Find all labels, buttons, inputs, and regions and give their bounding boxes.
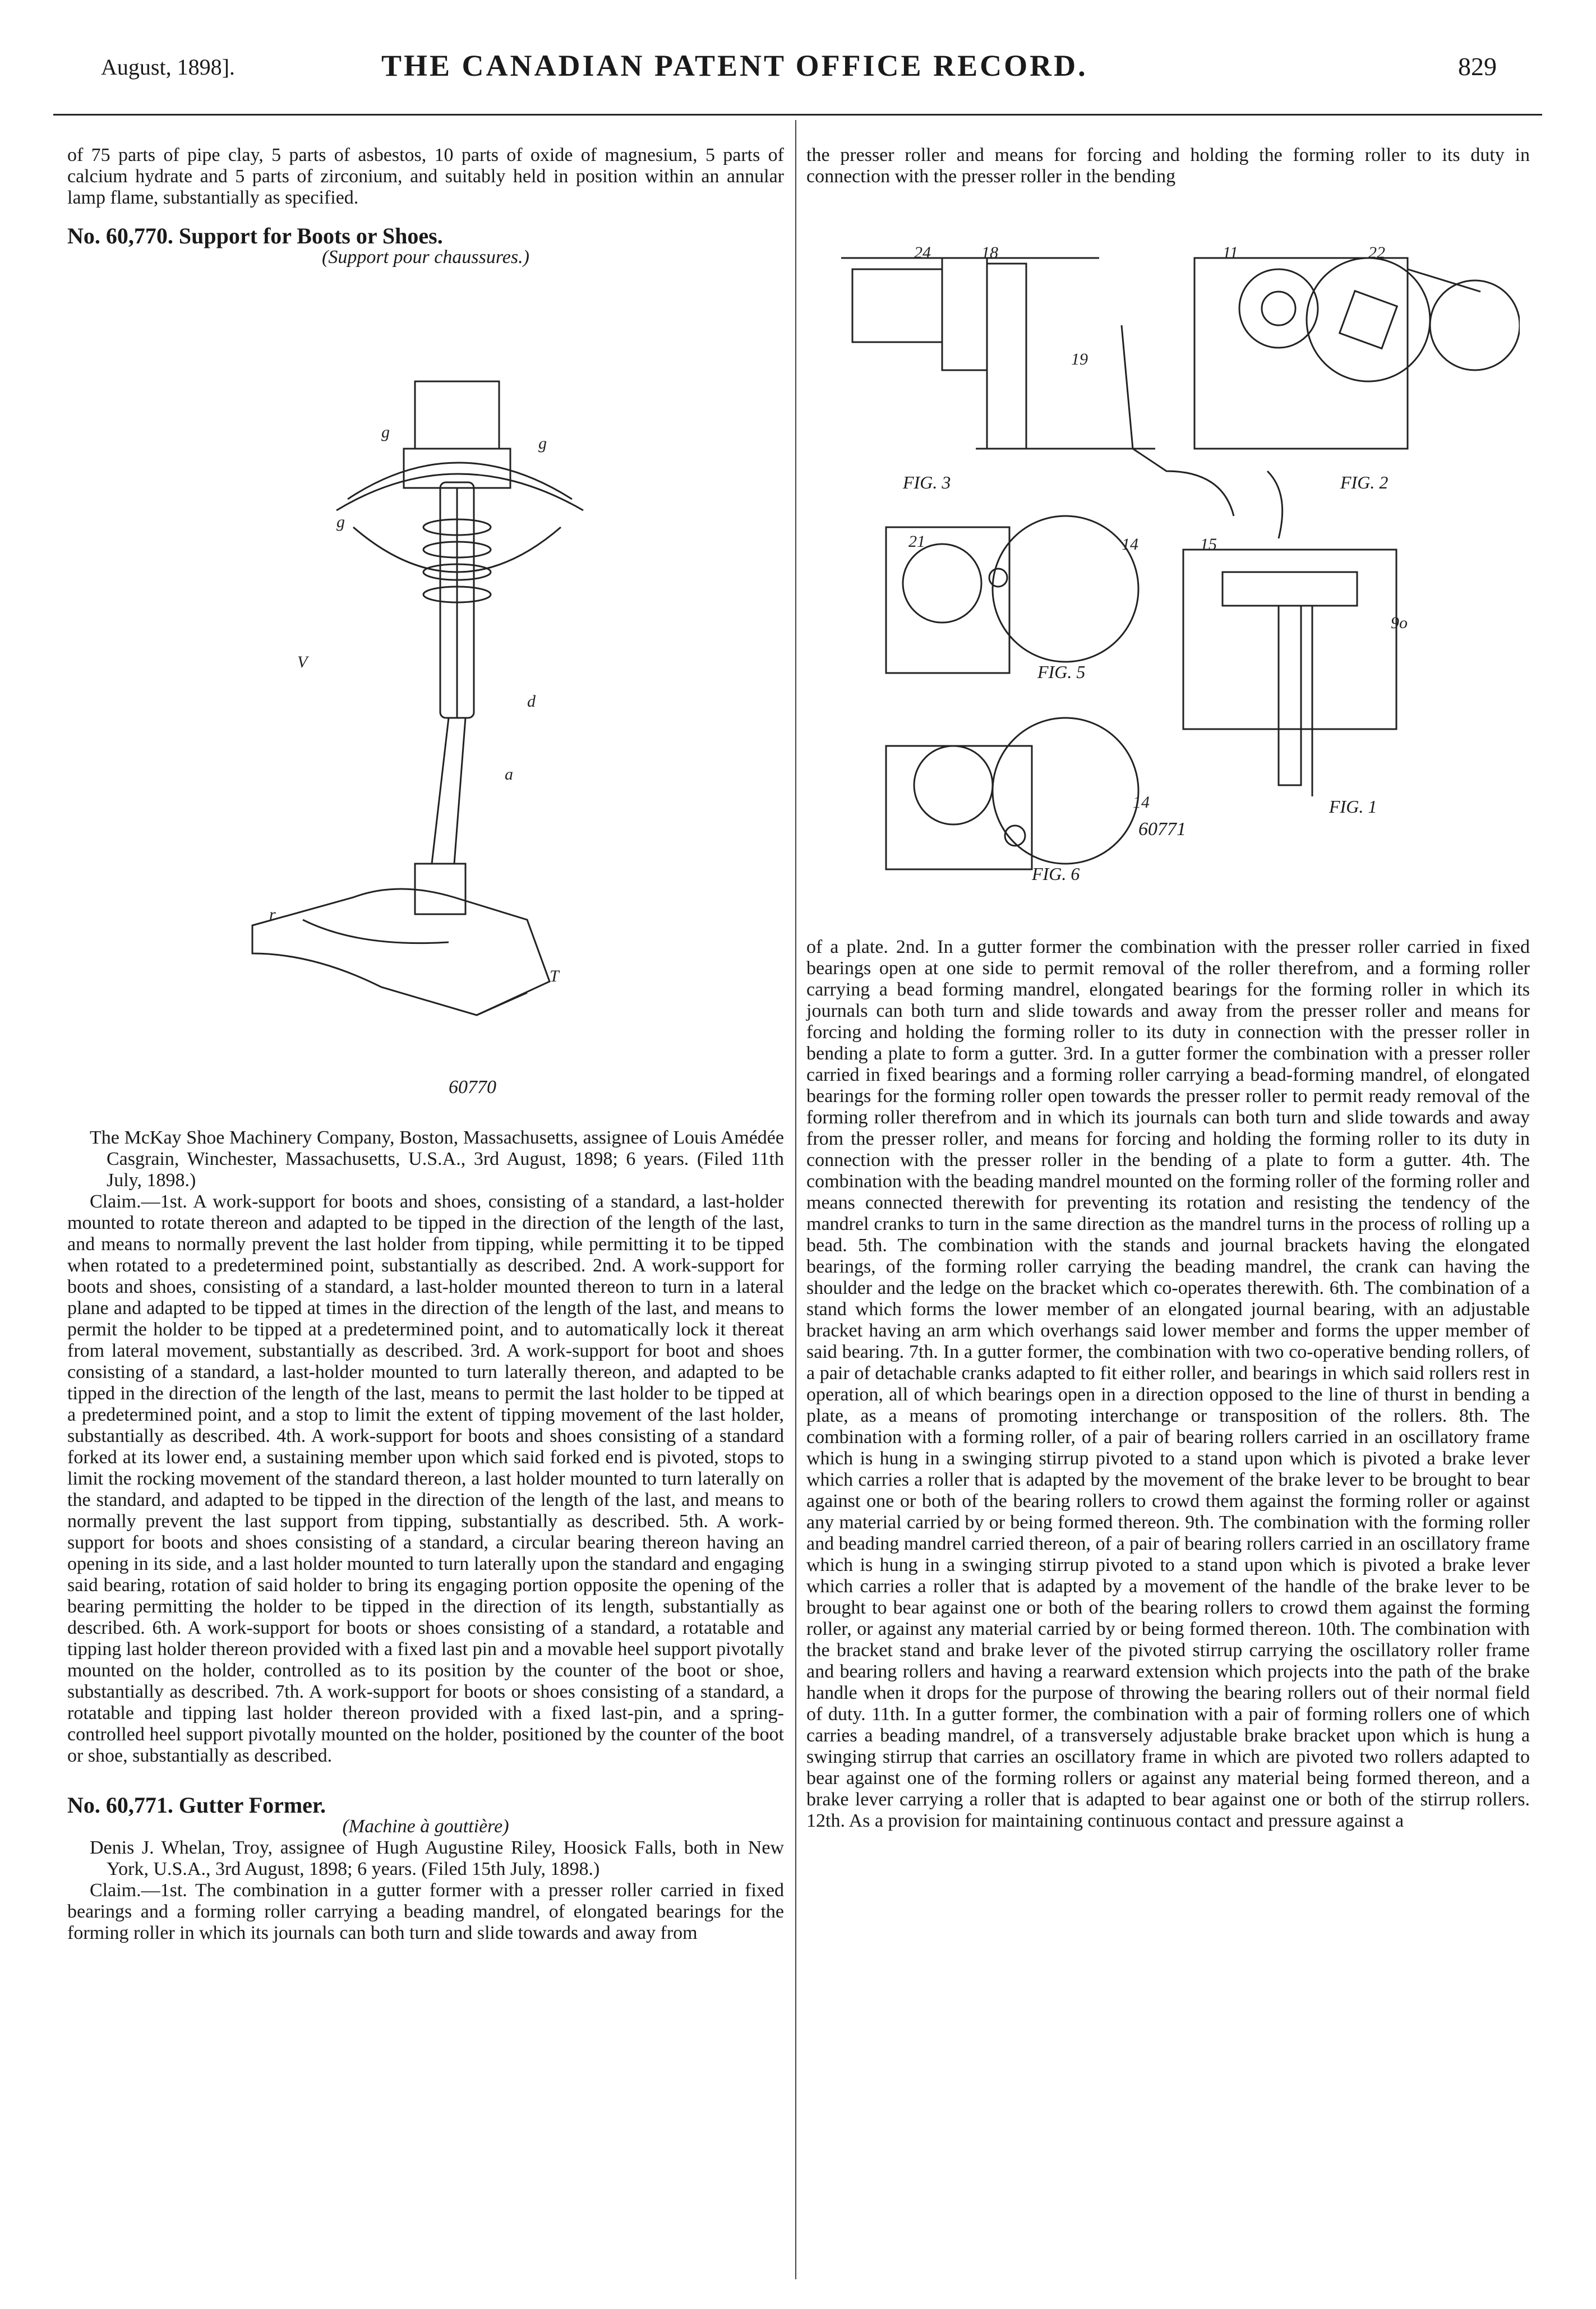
figure-number-60770: 60770: [449, 1077, 496, 1098]
fig3-label: FIG. 3: [903, 472, 951, 492]
fig2-label: FIG. 2: [1340, 472, 1389, 492]
drawing-shoe: [252, 889, 550, 1015]
fig6-label: FIG. 6: [1032, 864, 1080, 884]
left-column-top: [67, 145, 784, 268]
svg-text:24: 24: [914, 243, 931, 262]
svg-text:T: T: [550, 967, 559, 985]
svg-text:V: V: [297, 653, 308, 671]
fig3-drawing: [841, 258, 1234, 516]
fig6-drawing: [886, 718, 1138, 869]
patent-claims-60770: Claim.—1st. A work-support for boots and shoes, consisting of a standard, a last-holder mounted to rotate thereon and adapted to be tipped in the direction of the length of the last, and means to normally prevent the last holder from tipping, while permitting it to be tipped when rotated to a predetermined point, substantially as described. 2nd. A work-support for boots and shoes, consisting of a standard, a last-holder mounted thereon to turn in a lateral plane and adapted to be tipped at times in the direction of the length of the last, and means to permit the holder to be tipped at a predetermined point, and to automatically lock it thereat from lateral movement, substantially as described. 3rd. A work-support for boot and shoes consisting of a standard, a last-holder mounted to turn laterally thereon, and adapted to be tipped in the direction of the length of the last, means to permit the last holder to be tipped at a predetermined point, and a stop to limit the extent of tipping movement of the last holder, substantially as described. 4th. A work-support for boots and shoes consisting of a standard forked at its lower end, a sustaining member upon which said forked end is pivoted, stops to limit the rocking movement of the standard thereon, a last holder mounted to turn laterally on the standard, and adapted to be tipped in the direction of the length of the last, and means to normally prevent the last support from tipping, substantially as described. 5th. A work-support for boots and shoes consisting of a standard, a circular bearing thereon having an opening in its side, and a last holder mounted to turn laterally upon the standard and engaging said bearing, rotation of said holder to bring its engaging portion opposite the opening of the bearing permitting the holder to be tipped in the direction of its length, substantially as described. 6th. A work-support for boots or shoes consisting of a standard, a rotatable and tipping last holder thereon provided with a fixed last pin and a movable heel support pivotally mounted on the holder, controlled as to its position by the counter of the boot or shoe, substantially as described. 7th. A work-support for boots or shoes consisting of a standard, a rotatable and tipping last holder thereon provided with a fixed last-pin, and a spring-controlled heel support pivotally mounted on the holder, positioned by the counter of the boot or shoe, substantially as described.: [67, 1191, 784, 1766]
page-number: 829: [1458, 52, 1497, 81]
boot-support-drawing: [213, 359, 617, 1077]
svg-text:9o: 9o: [1391, 614, 1408, 632]
gutter-former-drawing: [830, 236, 1520, 897]
svg-text:g: g: [381, 423, 390, 441]
svg-text:15: 15: [1200, 535, 1217, 554]
left-column-bottom: [67, 1127, 784, 1944]
header-date: August, 1898].: [101, 54, 235, 80]
svg-text:14: 14: [1122, 535, 1138, 554]
patent-subtitle-60771: (Machine à gouttière): [342, 1816, 509, 1837]
fig1-drawing: [1183, 471, 1396, 796]
fig1-label: FIG. 1: [1329, 796, 1377, 817]
svg-text:g: g: [336, 513, 345, 531]
continued-claims-top: the presser roller and means for forcing and holding the forming roller to its duty in connection with the presser roller in the bending: [806, 145, 1530, 187]
fig2-drawing: [1194, 258, 1520, 449]
svg-text:19: 19: [1071, 350, 1088, 368]
patent-heading-60771: No. 60,771. Gutter Former.: [67, 1792, 326, 1818]
right-column-top: [806, 145, 1530, 187]
svg-text:18: 18: [981, 243, 998, 262]
patent-byline-60771: Denis J. Whelan, Troy, assignee of Hugh Augustine Riley, Hoosick Falls, both in New York, U.S.A., 3rd August, 1898; 6 years. (Filed 15th July, 1898.): [90, 1837, 784, 1879]
continued-text: of 75 parts of pipe clay, 5 parts of asbestos, 10 parts of oxide of magnesium, 5 parts of calcium hydrate and 5 parts of zirconium, and suitably held in position within an annular lamp flame, substantially as specified.: [67, 145, 784, 208]
svg-text:11: 11: [1223, 243, 1238, 262]
patent-heading-60770: No. 60,770. Support for Boots or Shoes.: [67, 223, 443, 248]
patent-byline-60770: The McKay Shoe Machinery Company, Boston, Massachusetts, assignee of Louis Amédée Casgrain, Winchester, Massachusetts, U.S.A., 3rd August, 1898; 6 years. (Filed 11th July, 1898.): [90, 1127, 784, 1191]
header-rule: [53, 114, 1542, 116]
svg-text:14: 14: [1133, 793, 1150, 812]
svg-text:22: 22: [1368, 243, 1385, 262]
column-separator: [795, 120, 796, 2279]
fig5-label: FIG. 5: [1037, 662, 1086, 682]
figure-number-60771: 60771: [1138, 819, 1186, 840]
right-column-bottom: [806, 937, 1530, 1832]
svg-text:d: d: [527, 692, 536, 711]
svg-text:r: r: [269, 905, 276, 924]
patent-subtitle-60770: (Support pour chaussures.): [322, 247, 529, 268]
svg-text:21: 21: [908, 532, 925, 551]
svg-text:g: g: [538, 434, 547, 453]
svg-text:a: a: [505, 765, 513, 784]
header-title: THE CANADIAN PATENT OFFICE RECORD.: [381, 49, 1088, 82]
patent-claims-60771: Claim.—1st. The combination in a gutter former with a presser roller carried in fixed bearings and a forming roller carrying a beading mandrel, of elongated bearings for the forming roller in which its journals can both turn and slide towards and away from: [67, 1880, 784, 1943]
drawing-cap: [415, 381, 499, 449]
continued-claims-bottom: of a plate. 2nd. In a gutter former the combination with the presser roller carried in fixed bearings open at one side to permit removal of the roller therefrom, and a forming roller carrying a bead forming mandrel, elongated bearings for the forming roller in which its journals can both turn and slide towards and away from the presser roller and means for forcing and holding the forming roller to its duty in connection with the presser roller in bending a plate to form a gutter. 3rd. In a gutter former the combination with a presser roller carried in fixed bearings and a forming roller carrying a bead-forming mandrel, of elongated bearings for the forming roller open towards the presser roller to permit ready removal of the forming roller therefrom and in which its journals can both turn and slide towards and away from the presser roller, and means for forcing and holding the forming roller to its duty in connection with the presser roller in the bending of a plate to form a gutter. 4th. The combination with the beading mandrel mounted on the forming roller of the forming roller and means connected therewith for preventing its rotation and resisting the tendency of the mandrel cranks to turn in the same direction as the mandrel turns in the process of rolling up a bead. 5th. The combination with the stands and journal brackets having the elongated bearings, of the forming roller carrying the beading mandrel, the crank can having the shoulder and the ledge on the bracket which co-operates therewith. 6th. The combination of a stand which forms the lower member of an elongated journal bearing, with an adjustable bracket having an arm which overhangs said lower member and forms the upper member of said bearing. 7th. In a gutter former, the combination with two co-operative bending rollers, of a pair of detachable cranks adapted to fit either roller, and bearings in which said rollers rest in operation, all of which bearings open in a direction opposed to the line of thurst in bending a plate, as a means of promoting interchange or transposition of the rollers. 8th. The combination with a forming roller, of a pair of bearing rollers carried in an oscillatory frame which is hung in a swinging stirrup pivoted to a stand upon which is pivoted a brake lever which carries a roller that is adapted by the movement of the brake lever to be brought to bear against one or both of the bearing rollers to crowd them against the forming roller or against any material carried by or being formed thereon. 9th. The combination with the forming roller and beading mandrel carried thereon, of a pair of bearing rollers carried in an oscillatory frame which is hung in a swinging stirrup pivoted to a stand upon which is pivoted a brake lever which carries a roller that is adapted by a movement of the handle of the brake lever to be brought to bear against one or both of the bearing rollers to crowd them against the forming roller, or against any material carried by or being formed thereon. 10th. The combination with the bracket stand and brake lever of the pivoted stirrup carrying the oscillatory roller frame and bearing rollers and having a rearward extension which projects into the path of the brake handle when it drops for the purpose of throwing the bearing rollers out of their normal field of duty. 11th. In a gutter former, the combination with a pair of forming rollers one of which carries a beading mandrel, of a transversely adjustable brake bracket upon which is hung a swinging stirrup that carries an oscillatory frame in which are pivoted two rollers adapted to bear against one of the forming rollers or against any material being formed thereon, and a brake lever carrying a roller that is adapted to bear against one or both of the stirrup rollers. 12th. As a provision for maintaining continuous contact and pressure against a: [806, 937, 1530, 1831]
